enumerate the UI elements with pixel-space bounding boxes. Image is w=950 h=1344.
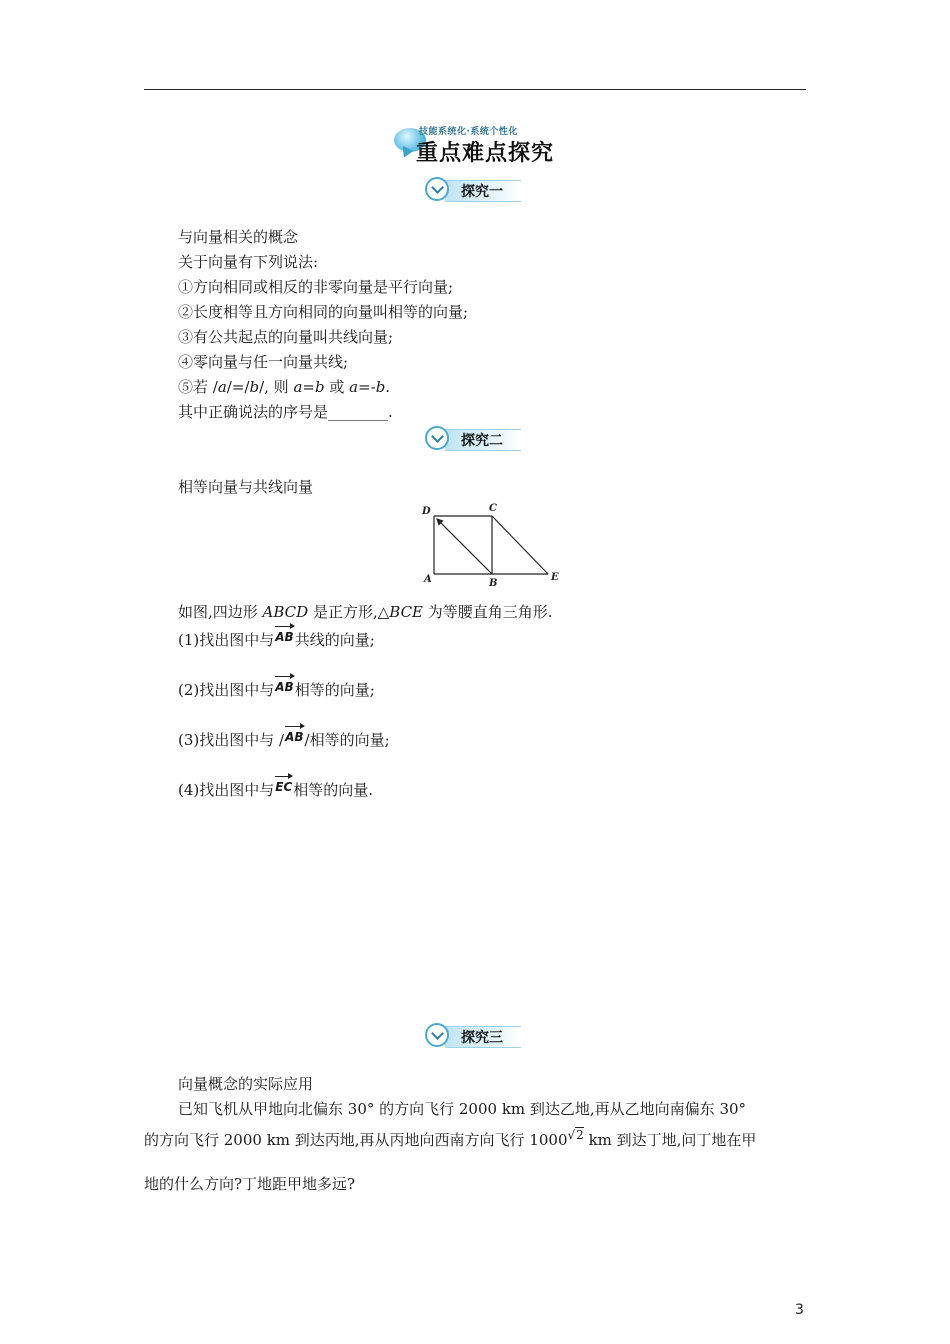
- tag-inquiry-2: [423, 425, 523, 453]
- label-C: C: [489, 503, 497, 514]
- s3-paragraph-line-2: 的方向飞行 2000 km 到达丙地,再从丙地向西南方向飞行 $1000^{√2}$ km 到达丁地,问丁地在甲: [144, 1128, 757, 1149]
- s1-question: 其中正确说法的序号是________.: [178, 403, 393, 421]
- arrow-BD: [437, 519, 492, 574]
- s2-question-4: (4)找出图中与EC相等的向量.: [178, 780, 373, 801]
- s3-heading: 向量概念的实际应用: [178, 1075, 314, 1093]
- s2-question-2: (2)找出图中与AB相等的向量;: [178, 680, 375, 701]
- s1-heading: 与向量相关的概念: [178, 228, 299, 246]
- label-E: E: [551, 572, 559, 583]
- s3-paragraph-line-3: 地的什么方向?丁地距甲地多远?: [144, 1175, 356, 1193]
- chevron-down-icon: [425, 426, 449, 450]
- tag-label: 探究二: [461, 433, 503, 449]
- s2-question-3: (3)找出图中与 /AB/相等的向量;: [178, 730, 390, 751]
- s1-item-4: ④零向量与任一向量共线;: [178, 353, 349, 371]
- tag-inquiry-3: [423, 1022, 523, 1050]
- label-B: B: [489, 578, 498, 589]
- square-triangle-figure: [420, 502, 570, 592]
- vector-AB: AB: [274, 627, 294, 647]
- banner-title: 重点难点探究: [416, 141, 555, 166]
- vector-AB: AB: [274, 677, 294, 697]
- s2-description: 如图,四边形 ABCD 是正方形,△BCE 为等腰直角三角形.: [178, 603, 553, 621]
- s1-item-1: ①方向相同或相反的非零向量是平行向量;: [178, 278, 454, 296]
- s2-question-1: (1)找出图中与AB共线的向量;: [178, 630, 375, 651]
- chevron-down-icon: [425, 1023, 449, 1047]
- tag-label: 探究一: [461, 184, 503, 200]
- page-number: 3: [795, 1302, 804, 1318]
- sqrt-symbol: √2: [567, 1128, 584, 1142]
- s3-paragraph-line-1: 已知飞机从甲地向北偏东 30° 的方向飞行 2000 km 到达乙地,再从乙地向南偏东 30°: [178, 1100, 747, 1118]
- s1-intro: 关于向量有下列说法:: [178, 253, 319, 271]
- tag-inquiry-1: [423, 176, 523, 204]
- s1-item-3: ③有公共起点的向量叫共线向量;: [178, 328, 394, 346]
- segment-CE: [492, 516, 548, 574]
- label-D: D: [422, 506, 431, 517]
- header-rule: [144, 89, 806, 90]
- tag-label: 探究三: [461, 1030, 503, 1046]
- label-A: A: [424, 574, 432, 585]
- s2-heading: 相等向量与共线向量: [178, 478, 314, 496]
- banner-subtitle: 技能系统化·系统个性化: [419, 127, 518, 137]
- section-banner: [392, 124, 562, 168]
- s1-item-5: ⑤若 /a/=/b/, 则 a=b 或 a=-b.: [178, 378, 391, 396]
- vector-EC: EC: [274, 777, 293, 797]
- s1-item-2: ②长度相等且方向相同的向量叫相等的向量;: [178, 303, 469, 321]
- chevron-down-icon: [425, 177, 449, 201]
- vector-AB: AB: [284, 727, 304, 747]
